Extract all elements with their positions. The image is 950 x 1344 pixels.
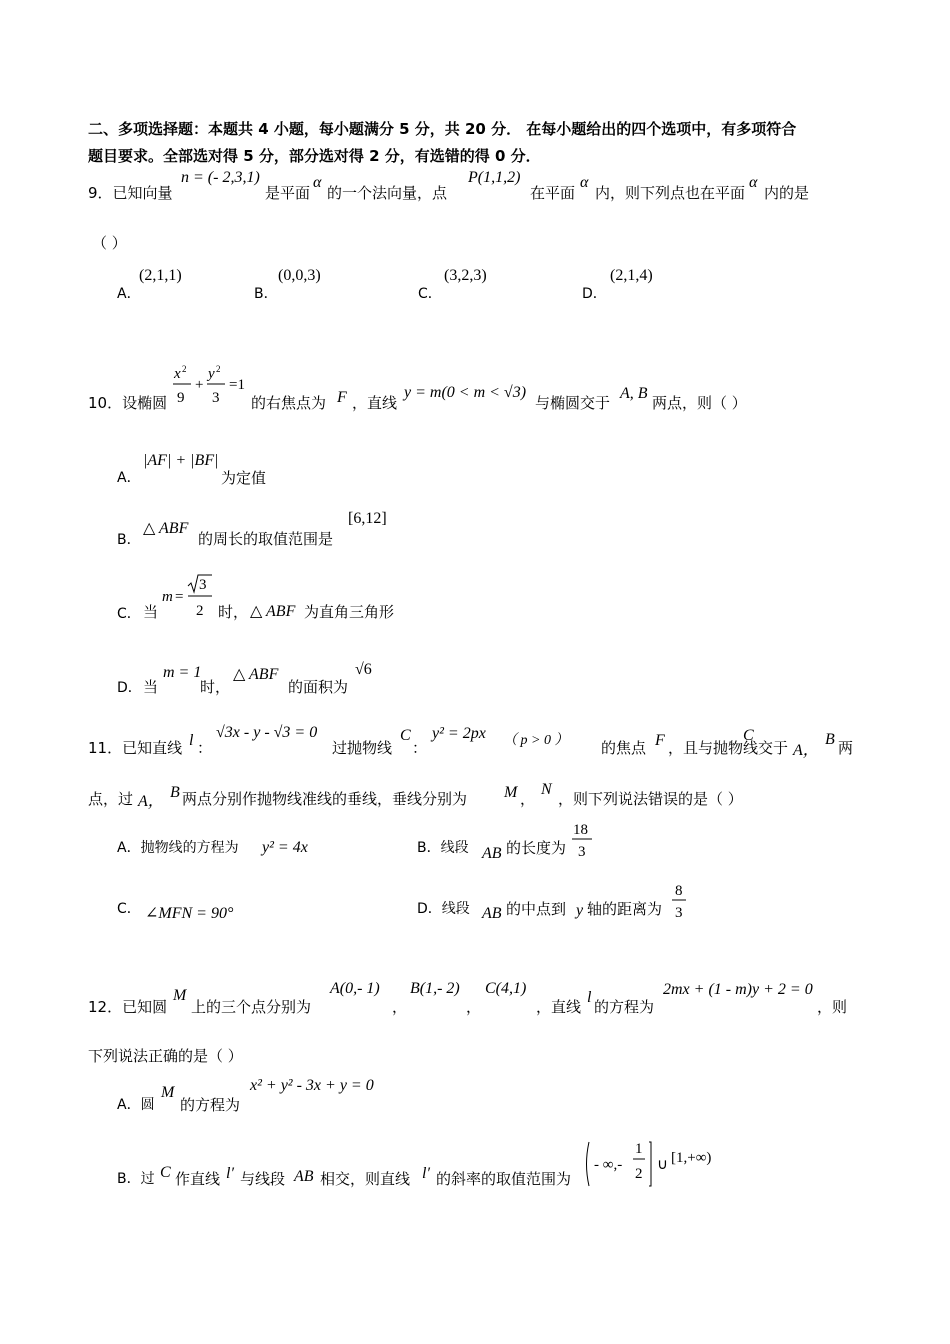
q10-option-a-text: 为定值 (221, 469, 267, 487)
svg-text:2: 2 (182, 364, 187, 374)
q11-option-a-math: y² = 4x (262, 839, 308, 856)
svg-text:m: m (162, 589, 173, 605)
q11-option-d-ab: AB (482, 905, 502, 922)
q11-line2-end: ，则下列说法错误的是（ ） (558, 790, 743, 808)
q11-option-d-y: y (576, 902, 584, 919)
q11-condition: （ p > 0 ） (503, 733, 569, 748)
q10-option-d-text1: 当 (143, 678, 159, 696)
q10-ellipse-equation (172, 364, 250, 414)
q12-option-b-text2: 作直线 (175, 1170, 221, 1188)
q12-point-c: C(4,1) (485, 980, 527, 997)
section-header-line1: 二、多项选择题：本题共 4 小题，每小题满分 5 分，共 20 分． 在每小题给出的四个选项中，有多项符合 (88, 120, 797, 138)
q12-intro: 12．已知圆 (88, 998, 168, 1016)
q11-option-d-text2: 轴的距离为 (587, 900, 663, 918)
q11-line2-a: A， (138, 793, 164, 810)
q11-point-a: A， (793, 742, 819, 759)
q11-option-d-fraction (670, 879, 690, 923)
q9-option-a-label: A． (117, 286, 141, 302)
q10-option-b-text: 的周长的取值范围是 (198, 530, 334, 548)
q10-option-a-label: A． (117, 470, 141, 486)
q11-option-d-text1: 的中点到 (506, 900, 567, 918)
q12-option-a: A．圆 (117, 1097, 155, 1113)
q11-parabola-c2: C (743, 727, 754, 744)
q11-line2-start: 点，过 (88, 790, 134, 808)
q12-option-b-l2: l′ (422, 1165, 430, 1182)
q11-option-b-fraction (570, 818, 596, 862)
q12-option-b-text4: 相交，则直线 (320, 1170, 411, 1188)
q12-option-b-l: l′ (226, 1165, 234, 1182)
q10-option-d-math: m = 1 (163, 664, 202, 681)
svg-text:∪: ∪ (657, 1157, 668, 1173)
q11-colon2: ： (412, 739, 428, 757)
section-header-line2: 题目要求。全部选对得 5 分，部分选对得 2 分，有选错的得 0 分． (88, 147, 541, 165)
q10-option-b-label: B． (117, 532, 141, 548)
q11-option-b-ab: AB (482, 845, 502, 862)
q9-text3: 在平面 (530, 184, 576, 202)
q9-point-p: P(1,1,2) (468, 169, 521, 186)
q12-option-b-range (583, 1138, 723, 1194)
q12-line-l: l (587, 989, 592, 1006)
q10-intro: 10．设椭圆 (88, 394, 168, 412)
q9-option-c-label: C． (418, 286, 442, 302)
q10-option-c-text1: 当 (143, 603, 159, 621)
q11-text4: 交于 (758, 739, 789, 757)
q9-text2: 的一个法向量，点 (327, 184, 448, 202)
q11-comma: ， (520, 790, 536, 808)
q11-option-b: B．线段 (417, 840, 469, 856)
svg-text:18: 18 (573, 822, 588, 838)
q9-intro: 9．已知向量 (88, 184, 173, 202)
q11-point-b: B (825, 731, 835, 748)
q10-line-equation: y = m(0 < m < √3) (404, 384, 527, 401)
svg-text:y: y (208, 366, 215, 382)
svg-text:9: 9 (177, 390, 185, 406)
q12-text2: ，直线 (536, 998, 582, 1016)
q11-text3: ，且与抛物线 (668, 739, 759, 757)
q9-alpha2: α (580, 174, 589, 191)
q10-points-ab: A, B (620, 385, 648, 402)
q9-option-b-label: B． (254, 286, 278, 302)
q10-text4: 两点，则（ ） (652, 394, 747, 412)
q12-point-b: B(1,- 2) (410, 980, 460, 997)
q11-text5: 两 (838, 739, 854, 757)
svg-text:+: + (195, 377, 204, 393)
q12-option-a-math: x² + y² - 3x + y = 0 (250, 1077, 374, 1094)
q11-intro: 11．已知直线 (88, 739, 183, 757)
q10-text2: ，直线 (352, 394, 398, 412)
q10-focus-f: F (337, 389, 347, 406)
svg-text:3: 3 (212, 390, 220, 406)
q9-alpha: α (313, 174, 322, 191)
q10-option-c-text3: 为直角三角形 (304, 603, 395, 621)
q10-option-b-range: [6,12] (348, 510, 387, 527)
q10-text3: 与椭圆交于 (535, 394, 611, 412)
q10-option-c-label: C． (117, 606, 141, 622)
q10-option-d-value: √6 (355, 661, 372, 678)
q9-option-a-value: (2,1,1) (139, 267, 182, 284)
q12-option-b-text5: 的斜率的取值范围为 (436, 1170, 572, 1188)
q11-option-b-value (570, 818, 596, 866)
q11-option-b-text: 的长度为 (506, 839, 567, 857)
q12-option-b-range-graphic (583, 1138, 723, 1190)
q12-option-b-c: C (160, 1164, 171, 1181)
q10-option-c-graphic (160, 572, 216, 622)
svg-text:1: 1 (635, 1141, 643, 1157)
q11-option-d-value (670, 879, 690, 927)
q9-option-d-label: D． (582, 286, 607, 302)
q11-colon: ： (197, 739, 213, 757)
q10-ellipse-equation-graphic (172, 364, 250, 410)
q12-point-a: A(0,- 1) (330, 980, 380, 997)
svg-text:=: = (175, 589, 184, 605)
q10-option-d-triangle: △ ABF (233, 666, 279, 683)
q11-focus-f: F (655, 732, 665, 749)
q12-option-b-ab: AB (294, 1168, 314, 1185)
q11-point-n: N (541, 781, 552, 798)
q10-option-d-label: D． (117, 680, 142, 696)
svg-text:2: 2 (196, 603, 204, 619)
svg-text:=1: =1 (229, 377, 245, 393)
q11-line2-text: 两点分别作抛物线准线的垂线，垂线分别为 (182, 790, 468, 808)
q10-text1: 的右焦点为 (251, 394, 327, 412)
q12-option-a-text: 的方程为 (180, 1096, 241, 1114)
q12-comma1: ， (392, 998, 408, 1016)
q9-vector-n: n = (- 2,3,1) (181, 169, 260, 186)
q11-line2-b: B (170, 784, 180, 801)
q10-option-c-math (160, 572, 216, 626)
q11-option-d: D．线段 (417, 901, 470, 917)
svg-text:3: 3 (199, 577, 207, 593)
q11-point-m: M (504, 784, 518, 801)
svg-text:2: 2 (216, 364, 221, 374)
q11-text2: 的焦点 (601, 739, 647, 757)
q10-option-d-text3: 的面积为 (288, 678, 349, 696)
q12-circle-m: M (173, 987, 187, 1004)
q10-option-b-triangle: △ ABF (143, 520, 189, 537)
q9-option-d-value: (2,1,4) (610, 267, 653, 284)
q12-text4: ，则 (817, 998, 848, 1016)
q9-answer-paren: （ ） (92, 234, 127, 252)
q10-option-d-text2: 时， (200, 678, 231, 696)
svg-text:x: x (174, 366, 181, 382)
q9-text5: 内的是 (764, 184, 810, 202)
q11-parabola-equation: y² = 2px (432, 725, 486, 742)
q12-option-b-text3: 与线段 (240, 1170, 286, 1188)
svg-text:3: 3 (675, 905, 683, 921)
q9-alpha3: α (749, 174, 758, 191)
q10-option-a-math: |AF| + |BF| (143, 452, 219, 469)
q11-option-a: A．抛物线的方程为 (117, 840, 239, 856)
q12-text1: 上的三个点分别为 (191, 998, 312, 1016)
q12-line2: 下列说法正确的是（ ） (88, 1047, 243, 1065)
q12-comma2: ， (466, 998, 482, 1016)
q9-option-c-value: (3,2,3) (444, 267, 487, 284)
svg-text:3: 3 (578, 844, 586, 860)
svg-text:8: 8 (675, 883, 683, 899)
q9-text1: 是平面 (265, 184, 311, 202)
q11-option-c: C． (117, 901, 141, 917)
q11-option-c-math: ∠MFN = 90° (145, 905, 234, 922)
q11-parabola-c: C (400, 727, 411, 744)
q9-option-b-value: (0,0,3) (278, 267, 321, 284)
q12-option-b-text1: B．过 (117, 1171, 155, 1187)
q11-text1: 过抛物线 (332, 739, 393, 757)
q12-line-equation: 2mx + (1 - m)y + 2 = 0 (663, 981, 813, 998)
q9-text4: 内，则下列点也在平面 (595, 184, 746, 202)
q11-line-l: l (189, 732, 194, 749)
q10-option-c-triangle: △ ABF (250, 603, 296, 620)
svg-text:- ∞,-: - ∞,- (594, 1157, 623, 1173)
svg-text:2: 2 (635, 1166, 643, 1182)
svg-text:[1,+∞): [1,+∞) (671, 1150, 712, 1166)
q11-line-equation: √3x - y - √3 = 0 (216, 724, 318, 741)
q10-option-c-text2: 时， (218, 603, 249, 621)
q12-option-a-m: M (161, 1084, 175, 1101)
q12-text3: 的方程为 (594, 998, 655, 1016)
